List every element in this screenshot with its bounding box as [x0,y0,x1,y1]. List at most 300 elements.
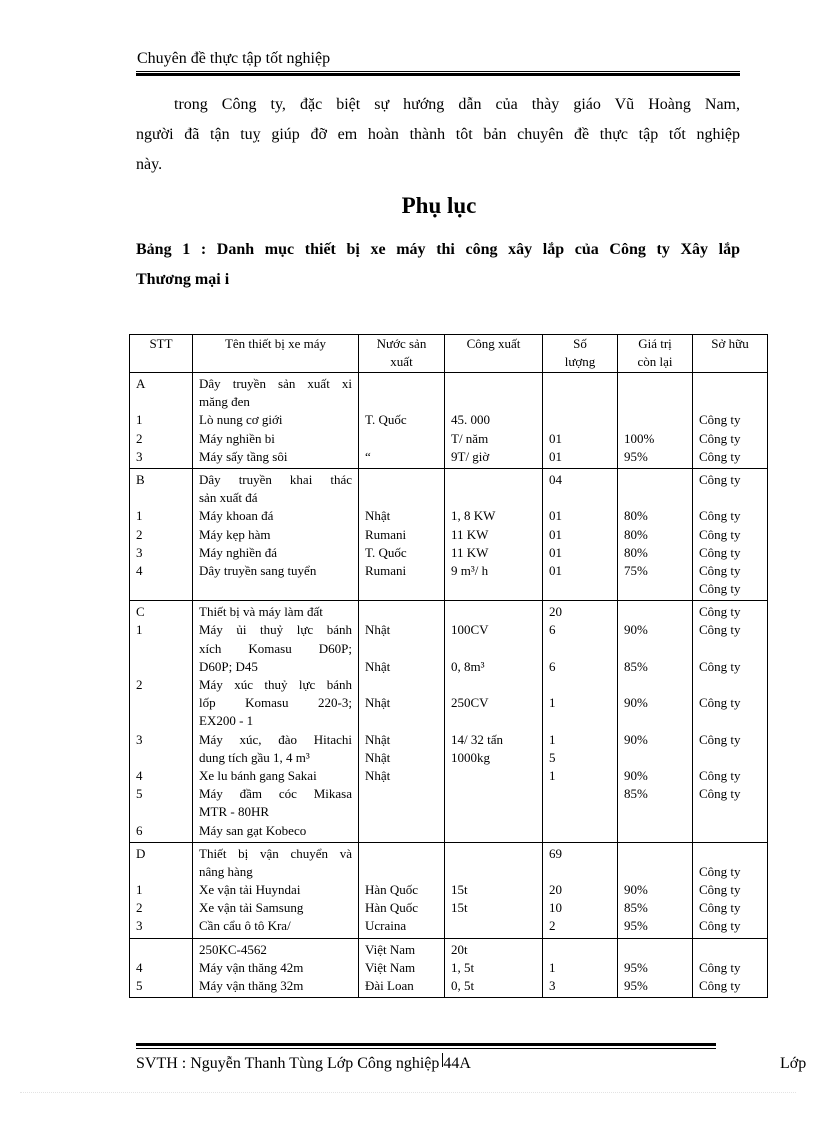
cell-line: 3 [549,978,556,993]
footer-rule-thin [136,1048,716,1049]
cell-line [624,941,686,959]
col-header-remaining-value [618,335,693,373]
cell-line: 90% [624,731,648,747]
header-label: Nước sản [376,336,427,351]
cell-line [365,603,438,621]
cell-line [451,845,536,863]
cell-line [451,676,536,694]
cell-power [445,601,543,842]
cell-line [624,803,686,821]
cell-line [624,845,686,863]
table-header-row [130,335,768,373]
page-bottom-dotted-line [20,1092,796,1093]
cell-line: Máy san gạt Kobeco [199,822,307,838]
cell-owner [693,842,768,938]
cell-line [136,941,186,959]
cell-line: Xe vận tải Huyndai [199,882,301,898]
cell-line [365,430,438,448]
cell-line [451,863,536,881]
cell-line [199,580,352,598]
cell-line: 75% [624,562,648,578]
cell-line [365,712,438,730]
cell-quantity [543,938,618,998]
cell-line: 14/ 32 tấn [451,731,503,747]
cell-line [451,803,536,821]
equipment-table [129,334,768,998]
cell-line [699,941,761,959]
cell-line: xích Komasu D60P; [199,640,352,656]
cell-line: Nhật [365,731,391,747]
cell-line: 4 [136,767,143,783]
cell-quantity [543,601,618,842]
header-rule-thin [136,71,740,72]
cell-line [451,603,536,621]
cell-line: 01 [549,508,562,524]
cell-owner [693,938,768,998]
table-row [130,468,768,600]
cell-line [624,749,686,767]
cell-line: Máy ủi thuỷ lực bánh [199,622,352,638]
cell-line [136,580,186,598]
table-row [130,601,768,842]
cell-line: 250KC-4562 [199,941,267,957]
cell-origin [359,468,445,600]
cell-line: 1, 5t [451,959,475,975]
header-label: lượng [564,354,596,370]
cell-line: 5 [549,749,556,765]
cell-line [136,712,186,730]
cell-line: 15t [451,900,468,916]
cell-line: Công ty [699,622,741,638]
cell-line: Máy xúc thuỷ lực bánh [199,677,352,692]
col-header-quantity [543,335,618,373]
header-label: STT [149,336,173,351]
cell-line [365,640,438,658]
cell-line: 3 [136,731,143,747]
cell-line: 20 [549,882,562,898]
cell-equipment-name [193,468,359,600]
cell-power [445,468,543,600]
cell-power [445,373,543,469]
cell-line [549,580,611,598]
cell-line: lốp Komasu 220-3; [199,695,352,711]
cell-line: Máy kẹp hàm [199,526,271,542]
cell-line: 90% [624,882,648,898]
cell-line: 1 [549,959,556,975]
header-label: Số [573,336,587,351]
cell-line [549,375,611,393]
cell-origin [359,842,445,938]
cell-line: Máy đầm cóc Mikasa [199,786,352,802]
cell-line: 2 [549,918,556,934]
header-label: xuất [390,354,413,370]
cell-line: Việt Nam [365,959,416,975]
cell-line [365,580,438,598]
cell-line [451,471,536,489]
cell-line: 45. 000 [451,412,490,428]
cell-line: T/ năm [451,430,489,446]
cell-line: 85% [624,658,648,674]
col-header-origin [359,335,445,373]
cell-line: Công ty [699,412,741,428]
cell-line: Công ty [699,562,741,578]
cell-line: 04 [549,471,562,487]
cell-line: 69 [549,845,562,861]
paragraph-line: trong Công ty, đặc biệt sự hướng dẫn của thày giáo Vũ Hoàng Nam, [174,96,740,113]
cell-line: Công ty [699,526,741,542]
cell-line [136,658,186,676]
cell-line: Công ty [699,604,741,620]
col-header-owner [693,335,768,373]
cell-line: 1 [549,695,556,711]
cell-owner [693,601,768,842]
cell-line [136,863,186,881]
cell-line: “ [365,448,371,464]
cell-owner [693,468,768,600]
cell-line: măng đen [199,394,250,410]
cell-line: Việt Nam [365,941,416,957]
cell-line: Công ty [699,448,741,464]
cell-line [549,803,611,821]
cell-line: 01 [549,544,562,560]
cell-line: 1 [136,412,143,428]
cell-line [136,640,186,658]
cell-line: Công ty [699,581,741,597]
cell-line: Thiết bị và máy làm đất [199,604,323,620]
cell-line [699,845,761,863]
cell-line: Máy nghiền đá [199,544,277,560]
cell-remaining-value [618,373,693,469]
cell-line [549,712,611,730]
cell-line: Lò nung cơ giới [199,412,283,428]
cell-line: D [136,845,146,861]
cell-line: Công ty [699,471,741,487]
cell-line: Công ty [699,900,741,916]
cell-line: 10 [549,900,562,916]
cell-line: Máy nghiền bi [199,430,275,446]
cell-line [136,803,186,821]
cell-line [136,489,186,507]
cell-line: 3 [136,448,143,464]
cell-line [365,471,438,489]
cell-line [365,863,438,881]
cell-line: Nhật [365,695,391,711]
cell-line [365,393,438,411]
cell-stt [130,938,193,998]
cell-line [624,471,686,489]
cell-remaining-value [618,468,693,600]
cell-line [699,375,761,393]
cell-origin [359,373,445,469]
cell-line [365,803,438,821]
cell-line: Thiết bị vận chuyển và [199,845,352,861]
cell-line: Xe vận tải Samsung [199,900,304,916]
cell-line: Máy khoan đá [199,508,274,524]
table-row [130,842,768,938]
cell-line: Rumani [365,526,407,542]
cell-line: 1000kg [451,749,490,765]
cell-line: Hàn Quốc [365,900,419,916]
cell-line [365,375,438,393]
cell-line: Ucraina [365,918,407,934]
cell-line [451,640,536,658]
cell-line: Dây truyền khai thác [199,471,352,487]
cell-line: 80% [624,544,648,560]
cell-equipment-name [193,938,359,998]
cell-line [699,749,761,767]
cell-owner [693,373,768,469]
cell-line [624,375,686,393]
cell-line: Công ty [699,544,741,560]
cell-line: 11 KW [451,544,489,560]
cell-line: Xe lu bánh gang Sakai [199,767,317,783]
cell-remaining-value [618,842,693,938]
cell-line [549,863,611,881]
cell-stt [130,601,193,842]
cell-line [624,822,686,840]
cell-line: 2 [136,677,143,692]
cell-line: 4 [136,959,143,975]
caption-line: Thương mại i [136,271,230,288]
cell-equipment-name [193,842,359,938]
cell-line: 3 [136,544,143,560]
cell-line [365,676,438,694]
cell-line [699,640,761,658]
cell-line [699,676,761,694]
cell-line: Công ty [699,658,741,674]
cell-line: 95% [624,448,648,464]
col-header-name [193,335,359,373]
intro-paragraph [136,90,740,180]
cell-line [451,785,536,803]
cell-line: Công ty [699,430,741,446]
cell-power [445,938,543,998]
cell-line [451,489,536,507]
cell-line: Dây truyền sản xuất xi [199,376,352,391]
header-label: còn lại [637,354,673,370]
cell-line: 3 [136,918,143,934]
cell-line [549,393,611,411]
cell-stt [130,373,193,469]
cell-remaining-value [618,601,693,842]
header-rule-thick [136,73,740,76]
cell-line: 4 [136,562,143,578]
cell-line: D60P; D45 [199,658,258,674]
table-row [130,938,768,998]
cell-line: Nhật [365,767,391,783]
cell-line: Công ty [699,731,741,747]
cell-line: 80% [624,526,648,542]
cell-line [549,941,611,959]
cell-line: 20 [549,604,562,620]
cell-line: 95% [624,959,648,975]
cell-line [549,411,611,429]
cell-line: 90% [624,622,648,638]
cell-line: 100% [624,430,655,446]
cell-line: Rumani [365,562,407,578]
cell-line: 1 [549,767,556,783]
cell-line [624,603,686,621]
cell-origin [359,938,445,998]
cell-line: A [136,376,146,391]
cell-line: 6 [549,658,556,674]
cell-line: 95% [624,978,648,993]
cell-line: 01 [549,430,562,446]
header-label: Giá trị [638,336,672,351]
cell-line [136,694,186,712]
cell-line [699,489,761,507]
col-header-power [445,335,543,373]
cell-line: 250CV [451,695,489,711]
cell-line [699,393,761,411]
cell-line: Công ty [699,786,741,802]
cell-line: 85% [624,786,648,802]
page-header-title: Chuyên đề thực tập tốt nghiệp [137,50,331,67]
header-label: Tên thiết bị xe máy [224,336,327,351]
cell-line [451,917,536,935]
cell-line [624,580,686,598]
paragraph-line: người đã tận tuỵ giúp đỡ em hoàn thành tôt bản chuyên đề thực tập tốt nghiệp [136,126,740,143]
cell-line [624,863,686,881]
cell-line [451,822,536,840]
cell-line [136,393,186,411]
cell-line [549,489,611,507]
cell-line: 01 [549,526,562,542]
cell-line: 95% [624,918,648,934]
cell-line: Máy xúc, đào Hitachi [199,731,352,747]
cell-line: 1 [136,622,143,638]
cell-line: Công ty [699,882,741,898]
cell-line: 90% [624,767,648,783]
cell-line [624,712,686,730]
cell-equipment-name [193,601,359,842]
footer-rule-thick [136,1043,716,1046]
cell-line: 85% [624,900,648,916]
cell-line: sản xuất đá [199,490,258,506]
cell-line [549,676,611,694]
cell-line: Nhật [365,622,391,638]
cell-line: Công ty [699,978,741,993]
header-label: Sở hữu [711,336,749,351]
cell-line: Công ty [699,508,741,524]
cell-line: Nhật [365,749,391,765]
cell-stt [130,842,193,938]
cell-line: Hàn Quốc [365,882,419,898]
caption-line: Bảng 1 : Danh mục thiết bị xe máy thi công xây lắp của Công ty Xây lắp [136,241,740,258]
cell-line [365,785,438,803]
cell-line: Công ty [699,863,741,879]
appendix-title: Phụ lục [401,193,477,218]
cell-line: Đài Loan [365,978,414,993]
cell-line [451,767,536,785]
cell-line: Công ty [699,767,741,783]
cell-line [136,749,186,767]
cell-line [699,712,761,730]
cell-line: 0, 8m³ [451,658,485,674]
cell-line [699,803,761,821]
cell-line [699,822,761,840]
cell-line: 2 [136,900,143,916]
cell-line: T. Quốc [365,544,407,560]
cell-power [445,842,543,938]
cell-line: Công ty [699,918,741,934]
cell-line [624,640,686,658]
cell-line: 6 [549,622,556,638]
cell-line: 2 [136,430,143,446]
cell-line [451,580,536,598]
cell-line: 0, 5t [451,978,475,993]
cell-line: MTR - 80HR [199,804,270,820]
cell-quantity [543,373,618,469]
cell-line: 2 [136,526,143,542]
cell-line: Máy sấy tầng sôi [199,448,288,464]
cell-quantity [543,468,618,600]
cell-line: Dây truyền sang tuyển [199,562,317,578]
cell-line [624,489,686,507]
paragraph-line: này. [136,156,163,173]
cell-line: Công ty [699,959,741,975]
cell-line: dung tích gầu 1, 4 m³ [199,749,310,765]
cell-origin [359,601,445,842]
cell-equipment-name [193,373,359,469]
cell-line: 5 [136,786,143,802]
cell-line [451,712,536,730]
cell-line [549,822,611,840]
cell-line [365,845,438,863]
cell-remaining-value [618,938,693,998]
cell-line: 15t [451,882,468,898]
cell-line: Nhật [365,658,391,674]
cell-line [624,411,686,429]
cell-line [451,375,536,393]
cell-line: EX200 - 1 [199,713,254,729]
header-label: Công xuất [466,336,521,351]
cell-line: 01 [549,448,562,464]
cell-line: C [136,604,145,620]
cell-line [624,393,686,411]
cell-quantity [543,842,618,938]
footer-author: SVTH : Nguyễn Thanh Tùng Lớp Công nghiệp 44A [136,1055,471,1072]
cell-line: 5 [136,978,143,993]
cell-line: 1, 8 KW [451,508,496,524]
cell-line: B [136,471,145,487]
cell-line: 11 KW [451,526,489,542]
cell-line: Máy vận thăng 32m [199,978,304,993]
cell-line: 1 [136,882,143,898]
footer-class-label: Lớp [780,1055,807,1072]
cell-line: 9T/ giờ [451,448,490,464]
cell-line: 100CV [451,622,489,638]
cell-line [549,640,611,658]
cell-line: Công ty [699,695,741,711]
cell-line: 6 [136,822,143,838]
cell-line [365,489,438,507]
cell-line [624,676,686,694]
cell-line: 90% [624,695,648,711]
col-header-stt [130,335,193,373]
table-caption [136,235,740,295]
cell-line: nâng hàng [199,863,253,879]
cell-stt [130,468,193,600]
cell-line: Nhật [365,508,391,524]
cell-line: T. Quốc [365,412,407,428]
cell-line: Cần cẩu ô tô Kra/ [199,918,291,934]
cell-line: 80% [624,508,648,524]
cell-line: 1 [549,731,556,747]
cell-line [549,785,611,803]
table-row [130,373,768,469]
cell-line: 01 [549,562,562,578]
